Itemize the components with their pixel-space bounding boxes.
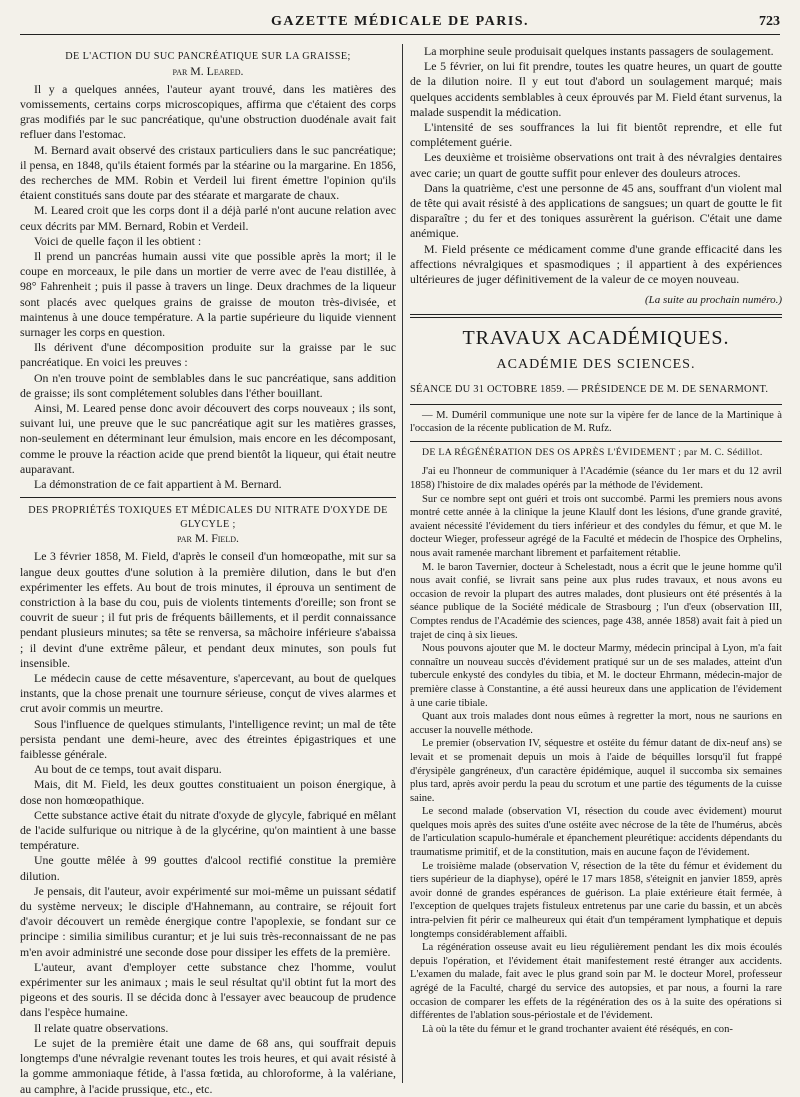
paragraph: Il y a quelques années, l'auteur ayant trouvé, dans les matières des vomissements, certains corps microscopiques, affirma que c'étaient des corps gras modifiés par le suc pancréatique, qu'une obstruction duodénale avait fait refluer dans l'estomac.: [20, 81, 396, 142]
paragraph: La démonstration de ce fait appartient à M. Bernard.: [34, 476, 282, 491]
page-number: 723: [759, 14, 780, 29]
paragraph: Le médecin cause de cette mésaventure, s'apercevant, au bout de quelques instants, que la chose prenait une tournure sérieuse, conçut de vives alarmes et crut avoir commis un meurtre.: [20, 671, 396, 716]
paragraph: Le sujet de la première était une dame de 68 ans, qui souffrait depuis longtemps d'une névralgie revenant toutes les trois heures, et qui avait résisté à la gomme ammoniaque fétide, à l'assa fœtida, au chloroforme, à la valériane, au camphre, à l'acide prussique, etc., etc.: [20, 1035, 396, 1096]
paragraph: L'intensité de ses souffrances la lui fit bientôt reprendre, et elle fut complétement guérie.: [410, 120, 782, 150]
paragraph: Ainsi, M. Leared pense donc avoir découvert des corps nouveaux ; ils sont, suivant lui, une preuve que le suc pancréatique agit sur les matières grasses, non-seulement en déterminant leur émulsion, mais encore en les décomposant, comme le prouve la réaction acide que prend bientôt la liqueur, qui était neutre auparavant.: [20, 400, 396, 476]
paragraph: M. Leared croit que les corps dont il a déjà parlé n'ont aucune relation avec ceux décrits par MM. Bernard, Robin et Verdeil.: [20, 203, 396, 233]
continued-note: (La suite au prochain numéro.): [645, 294, 782, 307]
article-author-leared: par M. Leared.: [172, 63, 244, 78]
article-body-glycyle: [20, 549, 396, 1096]
paragraph: Là où la tête du fémur et le grand trochanter avaient été réséqués, en con-: [422, 1023, 733, 1035]
paragraph: Le premier (observation IV, séquestre et ostéite du fémur datant de dix-neuf ans) se levait et se promenait depuis un mois à l'aide de béquilles lorsqu'il fut frappé d'érysipèle gangréneux, d'un caractère épidémique, auquel il succomba six semaines plus tard, après avoir perdu la peau du scrotum et une partie des téguments de la cuisse saine.: [410, 738, 782, 804]
article-title-pancreatic: DE L'ACTION DU SUC PANCRÉATIQUE SUR LA GRAISSE;: [65, 51, 351, 62]
paragraph: Il relate quatre observations.: [34, 1020, 169, 1035]
article-separator: [20, 497, 396, 498]
paragraph: Le second malade (observation VI, résection du coude avec évidement) mourut quelques mois après des suites d'une ostéite avec nécrose de la tête de l'humérus, abcès de l'articulation scapulo-humérale et épanchement pleurétique: accidents dépendants du traumatisme primitif, et de la constitution, mais en aucune façon de l'évidement.: [410, 806, 782, 859]
right-column: [410, 44, 782, 1085]
paragraph: La morphine seule produisait quelques instants passagers de soulagement.: [424, 44, 774, 58]
paragraph: Il prend un pancréas humain aussi vite que possible après la mort; il le coupe en morceaux, le pile dans un mortier de verre avec de l'eau distillée, à 98° Fahrenheit ; puis il passe à travers un linge. Deux drachmes de la liqueur sont placés avec quelques grains de graisse de mouton très-divisée, et maintenus à une douce température. A la partie supérieure du liquide viennent surnager les corps en question.: [20, 248, 396, 339]
section-separator: [410, 314, 782, 318]
paragraph: J'ai eu l'honneur de communiquer à l'Académie (séance du 1er mars et du 12 avril 1858) l'histoire de dix malades opérés par la méthode de l'évidement.: [410, 466, 782, 492]
paragraph: La régénération osseuse avait eu lieu régulièrement pendant les dix mois écoulés depuis l'opération, et l'évidement était manifestement resté étranger aux accidents. L'examen du malade, fait avec le plus grand soin par M. le docteur Morel, professeur agrégé de la Faculté, chargé du service des autopsies, et par nous, a fourni la rare occasion de comparer les effets de la régénération des os à la suite des opérations si différentes de l'ablation sous-périostale et de l'évidement.: [410, 942, 782, 1022]
paragraph: Nous pouvons ajouter que M. le docteur Marmy, médecin principal à Lyon, m'a fait connaître un nouveau succès d'évidement pratiqué sur un de ses malades, atteint d'un tubercule enkysté des condyles du tibia, et M. le docteur Ehrmann, médecin-major de première classe à Constantine, a été aussi heureux dans une application de l'évidement à une carie tibiale.: [410, 643, 782, 709]
paragraph: Sous l'influence de quelques stimulants, l'intelligence revint; un mal de tête persista pendant une demi-heure, avec des étreintes épigastriques et une faiblesse générale.: [20, 716, 396, 762]
paragraph: Quant aux trois malades dont nous eûmes à regretter la mort, nous ne saurions en accuser la nouvelle méthode.: [410, 711, 782, 736]
column-divider: [402, 44, 403, 1083]
session-separator: [410, 404, 782, 405]
section-title: TRAVAUX ACADÉMIQUES.: [462, 327, 730, 350]
article-title-sedillot: DE LA RÉGÉNÉRATION DES OS APRÈS L'ÉVIDEMENT ; par M. C. Sédillot.: [422, 446, 763, 458]
paragraph: L'auteur, avant d'employer cette substance chez l'homme, voulut expérimenter sur les animaux ; mais le seul résultat qu'il obtint fut la mort des pigeons et des souris. Il se décida donc à l'essayer avec beaucoup de prudence dans l'espèce humaine.: [20, 959, 396, 1020]
paragraph: Voici de quelle façon il les obtient :: [34, 233, 202, 248]
note-separator: [410, 441, 782, 442]
paragraph: M. le baron Tavernier, docteur à Schelestadt, nous a écrit que le jeune homme qu'il nous avait confié, se livrait sans peine aux plus rudes travaux, et nous avons eu occasion de revoir la plupart des autres malades, dont plusieurs ont été présentés à la séance publique de la Société médicale de Strasbourg ; l'un d'eux (observation III, Comptes rendus de l'Académie des sciences, page 438, année 1858) avait fait à pied un trajet de cinq à six lieues.: [410, 561, 782, 641]
paragraph: Dans la quatrième, c'est une personne de 45 ans, souffrant d'un violent mal de tête qui avait résisté à des applications de sangsues; un quart de goutte le fit disparaître ; du fer et des toniques assurèrent la guérison. C'était une dame anémique.: [410, 180, 782, 241]
paragraph: Cette substance active était du nitrate d'oxyde de glycyle, fabriqué en mêlant de l'acide sulfurique ou nitrique à de la glycérine, qu'on maintient à une basse température.: [20, 807, 396, 853]
academy-notes: [410, 409, 782, 1037]
paragraph: M. Field présente ce médicament comme d'une grande efficacité dans les affections névralgiques et spasmodiques ; il appartient à des expériences ultérieures de juger définitivement de la valeur de ce moyen nouveau.: [410, 241, 782, 287]
section-subtitle: ACADÉMIE DES SCIENCES.: [496, 357, 696, 373]
article-body-pancreatic: [20, 82, 396, 492]
journal-title: GAZETTE MÉDICALE DE PARIS.: [270, 14, 530, 29]
paragraph: Les deuxième et troisième observations ont trait à des névralgies dentaires avec carie; un quart de goutte suffit pour enlever des douleurs atroces.: [410, 150, 782, 180]
dumeril-note: — M. Duméril communique une note sur la vipère fer de lance de la Martinique à l'occasion de la récente publication de M. Rufz.: [410, 409, 782, 435]
paragraph: Le 3 février 1858, M. Field, d'après le conseil d'un homœopathe, mit sur sa langue deux gouttes d'une solution à la première dilution, dans le but d'en expérimenter les effets. Au bout de trois minutes, il éprouva un sentiment de constriction à la base du cou, puis de violents tintements d'oreille; son front se couvrit de sueur ; il fut pris de fréquents bâillements, et il perdit connaissance pendant plusieurs minutes; sa tête se renversa, sa mâchoire inférieure s'abaissa ; il devint d'une extrême pâleur, et pendant deux minutes, son pouls fut insensible.: [20, 549, 396, 670]
session-heading: SÉANCE DU 31 OCTOBRE 1859. — PRÉSIDENCE DE M. DE SENARMONT.: [410, 384, 769, 396]
paragraph: Je pensais, dit l'auteur, avoir expérimenté sur moi-même un puissant sédatif du système nerveux; le disciple d'Hahnemann, au contraire, se réjouit fort d'avoir découvert un remède énergique contre l'apoplexie, se fondant sur ce principe : similia similibus curantur; et je lui suis très-reconnaissant de ne pas m'en avoir administré une seconde dose pour dissiper les effets de la première.: [20, 883, 396, 959]
paragraph: Mais, dit M. Field, les deux gouttes constituaient un poison énergique, à dose non homœopathique.: [20, 777, 396, 807]
paragraph: Le troisième malade (observation V, résection de la tête du fémur et évidement du tiers supérieur de la diaphyse), opéré le 17 mars 1858, s'éteignit en janvier 1859, après avoir donné de grandes espérances de guérison. La plaie extérieure était fermée, à l'exception de quelques trajets fistuleux entretenus par une carie du bassin, et un abcès intra-pelvien fit périr ce malheureux qui était d'un tempérament lymphatique et depuis longtemps considérablement affaibli.: [410, 860, 782, 940]
paragraph: Sur ce nombre sept ont guéri et trois ont succombé. Parmi les premiers nous avons montré cette année à la clinique la jeune Klaulf dont les lésions, d'une grande gravité, avaient nécessité l'évidement du tiers inférieur et des condyles du fémur, et que M. le docteur Wieger, professeur agrégé de la Faculté et médecin de l'hospice des Orphelins, nous avait ramenée marchant librement et parfaitement rétablie.: [410, 493, 782, 559]
article-author-field: par M. Field.: [177, 531, 239, 546]
article-continuation-field: [410, 44, 782, 287]
paragraph: Une goutte mêlée à 99 gouttes d'alcool rectifié constitue la première dilution.: [20, 853, 396, 883]
running-head: [20, 14, 780, 35]
paragraph: Le 5 février, on lui fit prendre, toutes les quatre heures, un quart de goutte de la dilution noire. Il y eut tout d'abord un soulagement marqué; mais quelques accidents semblables à ceux éprouvés par M. Field étant survenus, la malade suspendit la médication.: [410, 59, 782, 119]
paragraph: M. Bernard avait observé des cristaux particuliers dans le suc pancréatique; il pensa, en 1848, qu'ils étaient formés par la stéarine ou la margarine. En 1856, des recherches de MM. Robin et Verdeil lui firent émettre l'opinion qu'ils étaient constitués sans doute par des stéarate et margarate de chaux.: [20, 142, 396, 203]
paragraph: Au bout de ce temps, tout avait disparu.: [34, 762, 222, 777]
article-title-glycyle: DES PROPRIÉTÉS TOXIQUES ET MÉDICALES DU NITRATE D'OXYDE DE GLYCYLE ;: [28, 505, 388, 530]
paragraph: On n'en trouve point de semblables dans le suc pancréatique, sans addition de graisse; ils sont complétement solubles dans l'éther bouillant.: [20, 370, 396, 400]
paragraph: Ils dérivent d'une décomposition produite sur la graisse par le suc pancréatique. En voici les preuves :: [20, 340, 396, 370]
left-column: [20, 44, 396, 1096]
